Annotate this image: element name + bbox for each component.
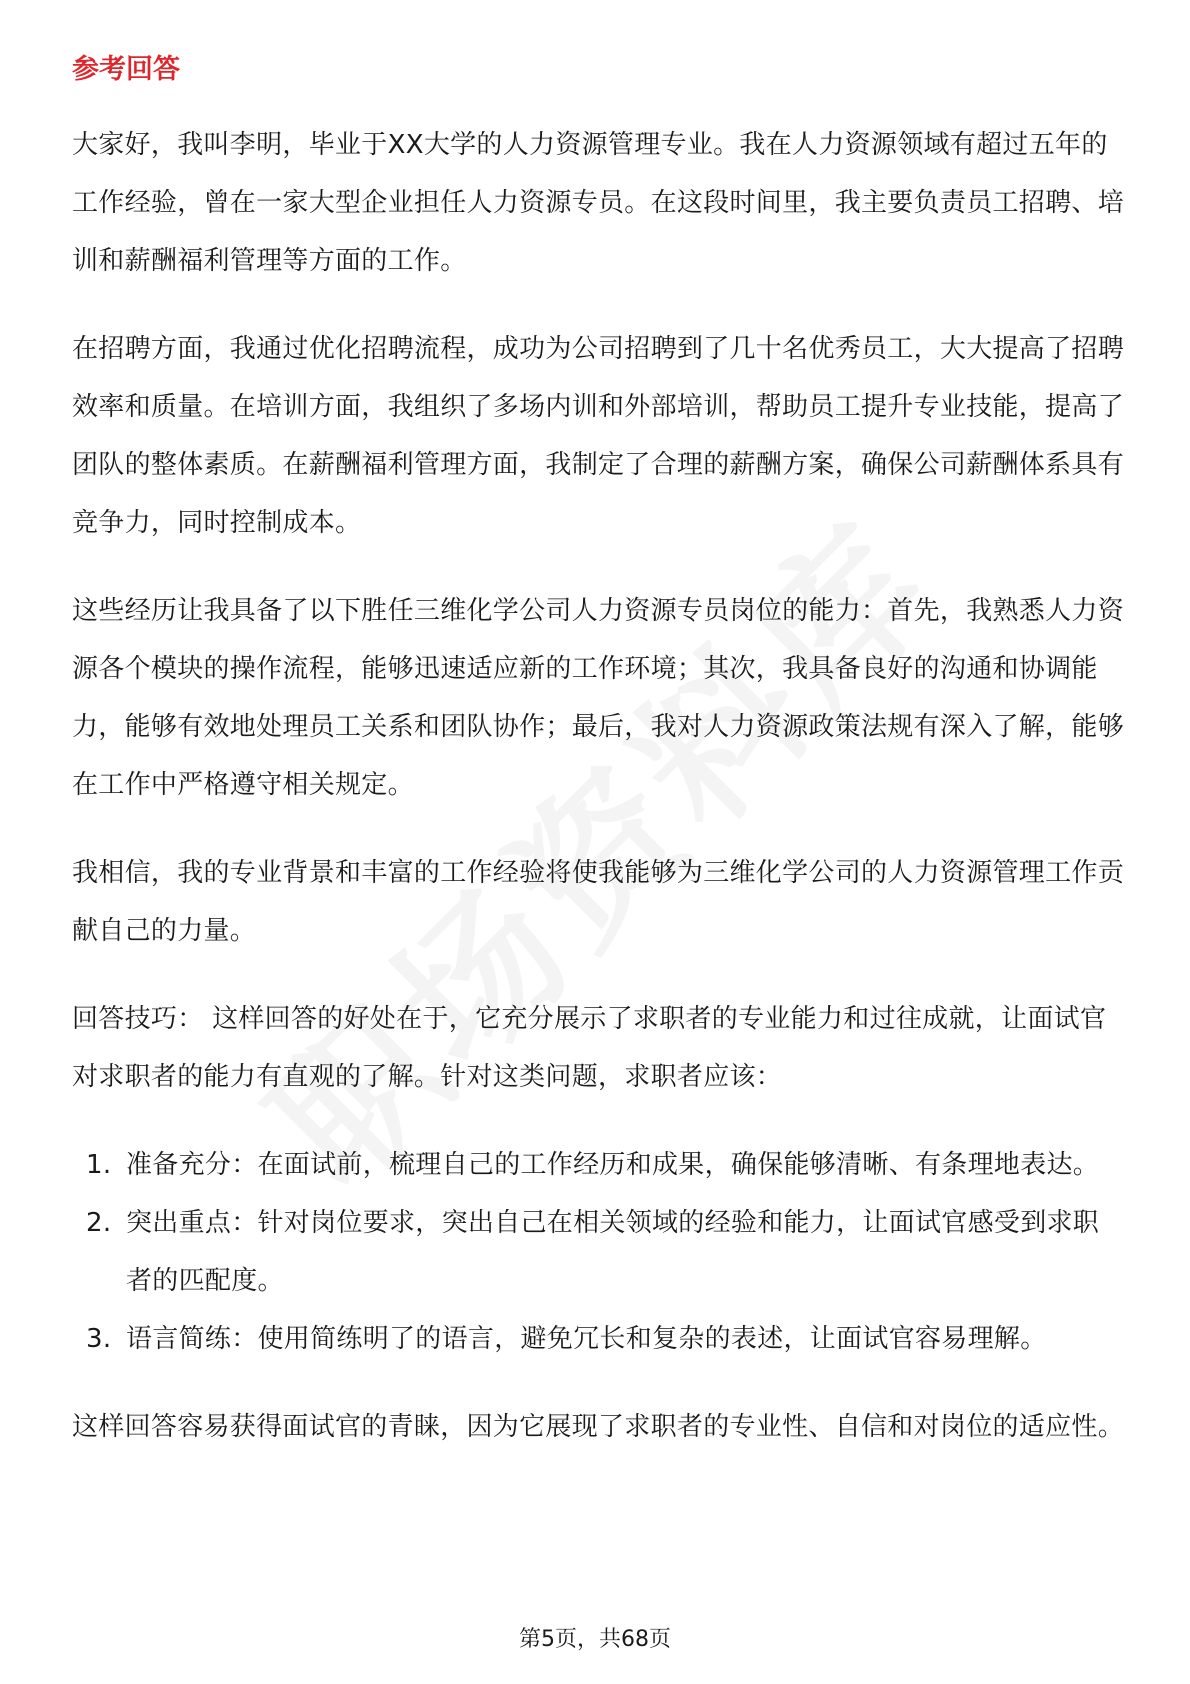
list-item <box>72 1194 1124 1310</box>
list-item-text: 突出重点：针对岗位要求，突出自己在相关领域的经验和能力，让面试官感受到求职者的匹配度。 <box>126 1208 1100 1296</box>
paragraph-intro: 大家好，我叫李明，毕业于XX大学的人力资源管理专业。我在人力资源领域有超过五年的工作经验，曾在一家大型企业担任人力资源专员。在这段时间里，我主要负责员工招聘、培训和薪酬福利管理等方面的工作。 <box>72 130 1125 276</box>
paragraph-closing: 我相信，我的专业背景和丰富的工作经验将使我能够为三维化学公司的人力资源管理工作贡献自己的力量。 <box>72 858 1125 946</box>
list-item-number: 1. <box>86 1150 112 1180</box>
list-item-text: 准备充分：在面试前，梳理自己的工作经历和成果，确保能够清晰、有条理地表达。 <box>126 1150 1100 1180</box>
tips-list <box>72 1136 1124 1368</box>
section-heading: 参考回答 <box>72 54 180 85</box>
document-page <box>72 50 1124 1486</box>
list-item <box>72 1136 1124 1194</box>
list-item-number: 3. <box>86 1324 112 1354</box>
list-item <box>72 1310 1124 1368</box>
paragraph-conclusion: 这样回答容易获得面试官的青睐，因为它展现了求职者的专业性、自信和对岗位的适应性。 <box>72 1412 1125 1442</box>
page-number: 第5页，共68页 <box>519 1627 671 1652</box>
list-item-number: 2. <box>86 1208 112 1238</box>
paragraph-achievements: 在招聘方面，我通过优化招聘流程，成功为公司招聘到了几十名优秀员工，大大提高了招聘效率和质量。在培训方面，我组织了多场内训和外部培训，帮助员工提升专业技能，提高了团队的整体素质。在薪酬福利管理方面，我制定了合理的薪酬方案，确保公司薪酬体系具有竞争力，同时控制成本。 <box>72 334 1125 538</box>
paragraph-abilities: 这些经历让我具备了以下胜任三维化学公司人力资源专员岗位的能力：首先，我熟悉人力资源各个模块的操作流程，能够迅速适应新的工作环境；其次，我具备良好的沟通和协调能力，能够有效地处理员工关系和团队协作；最后，我对人力资源政策法规有深入了解，能够在工作中严格遵守相关规定。 <box>72 596 1125 800</box>
list-item-text: 语言简练：使用简练明了的语言，避免冗长和复杂的表述，让面试官容易理解。 <box>126 1324 1047 1354</box>
tips-intro: 回答技巧： 这样回答的好处在于，它充分展示了求职者的专业能力和过往成就，让面试官对求职者的能力有直观的了解。针对这类问题，求职者应该： <box>72 1004 1107 1092</box>
